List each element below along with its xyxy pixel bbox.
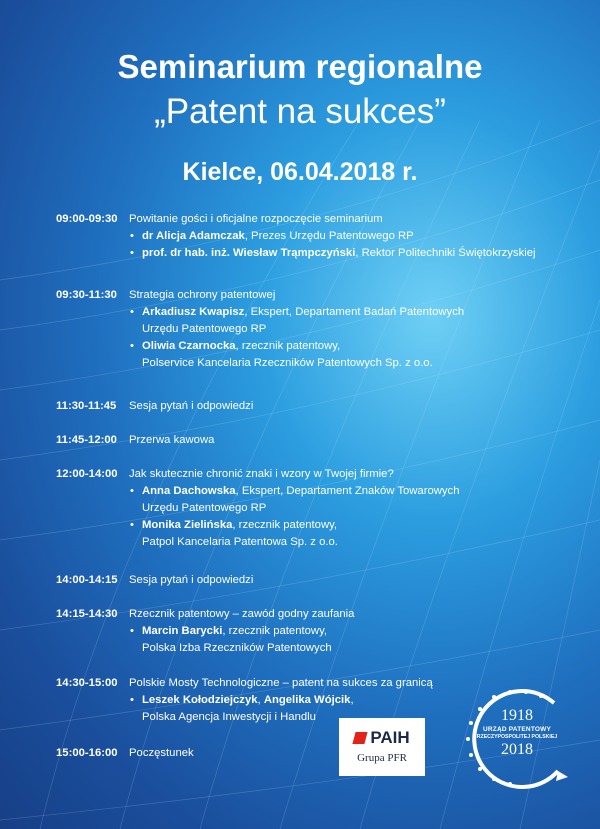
agenda-desc: Sesja pytań i odpowiedzi: [129, 574, 254, 586]
paih-logo: [339, 718, 425, 776]
agenda-desc: Powitanie gości i oficjalne rozpoczęcie seminarium: [129, 213, 383, 225]
speaker-name: Oliwia Czarnocka: [142, 340, 236, 352]
agenda-time: 14:15-14:30: [56, 608, 118, 620]
speaker-role: , rzecznik patentowy,: [232, 519, 338, 531]
speaker: [130, 304, 586, 321]
agenda-time: 09:30-11:30: [56, 289, 117, 301]
speaker-name: Monika Zielińska: [142, 519, 233, 531]
seal-line-2: RZECZYPOSPOLITEJ POLSKIEJ: [476, 734, 558, 740]
paih-mark-icon: [353, 732, 368, 744]
agenda-item: [56, 211, 586, 262]
speaker-name: prof. dr hab. inż. Wiesław Trąmpczyński: [142, 247, 356, 259]
agenda-time: 14:00-14:15: [56, 574, 118, 586]
agenda-item: [56, 466, 586, 551]
agenda-desc: Przerwa kawowa: [129, 434, 215, 446]
agenda-time: 11:45-12:00: [56, 434, 117, 446]
speaker-affiliation: Patpol Kancelaria Patentowa Sp. z o.o.: [142, 536, 338, 548]
speaker-name: Anna Dachowska: [142, 485, 236, 497]
agenda-desc: Sesja pytań i odpowiedzi: [129, 400, 254, 412]
agenda-desc: Poczęstunek: [129, 747, 194, 759]
speaker-role: , Ekspert, Departament Badań Patentowych: [244, 306, 465, 318]
seal-year-end: 2018: [501, 741, 533, 758]
speaker: [130, 245, 586, 262]
paih-name: PAIH: [370, 728, 410, 747]
speaker-role: , Rektor Politechniki Świętokrzyskiej: [355, 247, 536, 259]
agenda-time: 09:00-09:30: [56, 213, 118, 225]
seal-year-start: 1918: [501, 707, 533, 724]
speaker-name: Angelika Wójcik: [263, 694, 351, 706]
agenda-item: [56, 432, 586, 449]
agenda-desc: Polskie Mosty Technologiczne – patent na sukces za granicą: [129, 677, 433, 689]
speaker-role: , rzecznik patentowy,: [235, 340, 341, 352]
agenda: [56, 211, 586, 762]
speaker-affiliation: Urzędu Patentowego RP: [142, 323, 267, 335]
place-and-date: Kielce, 06.04.2018 r.: [182, 158, 418, 186]
paih-subtitle: Grupa PFR: [357, 752, 407, 764]
agenda-item: [56, 572, 586, 589]
seminar-subtitle: „Patent na sukces”: [154, 92, 446, 131]
speaker-name: dr Alicja Adamczak: [142, 230, 245, 242]
speaker-name: Arkadiusz Kwapisz: [142, 306, 245, 318]
agenda-item: [56, 398, 586, 415]
paih-wordmark: [339, 728, 425, 748]
agenda-desc: Strategia ochrony patentowej: [129, 289, 276, 301]
speaker-role: ,: [257, 694, 264, 706]
speaker-affiliation: Polska Izba Rzeczników Patentowych: [142, 642, 332, 654]
speaker-role: ,: [350, 694, 354, 706]
speaker-name: Marcin Barycki: [142, 625, 223, 637]
speaker: [130, 338, 586, 355]
agenda-time: 14:30-15:00: [56, 677, 118, 689]
agenda-time: 15:00-16:00: [56, 747, 118, 759]
speaker-role: , Prezes Urzędu Patentowego RP: [244, 230, 414, 242]
speaker-affiliation: Polska Agencja Inwestycji i Handlu: [142, 711, 316, 723]
agenda-time: 11:30-11:45: [56, 400, 117, 412]
speaker-affiliation: Polservice Kancelaria Rzeczników Patentowych Sp. z o.o.: [142, 357, 433, 369]
seal-line-1: URZĄD PATENTOWY: [483, 726, 551, 733]
seminar-title: Seminarium regionalne: [117, 48, 483, 85]
agenda-time: 12:00-14:00: [56, 468, 118, 480]
speaker-role: , rzecznik patentowy,: [222, 625, 328, 637]
agenda-desc: Rzecznik patentowy – zawód godny zaufania: [129, 608, 355, 620]
speaker-role: , Ekspert, Departament Znaków Towarowych: [235, 485, 460, 497]
speaker: [130, 623, 586, 640]
agenda-item: [56, 287, 586, 372]
speaker-affiliation: Urzędu Patentowego RP: [142, 502, 267, 514]
speaker: [130, 228, 586, 245]
speaker: [130, 517, 586, 534]
agenda-desc: Jak skutecznie chronić znaki i wzory w Twojej firmie?: [129, 468, 394, 480]
speaker: [130, 483, 586, 500]
speaker-name: Leszek Kołodziejczyk: [142, 694, 258, 706]
agenda-item: [56, 606, 586, 657]
